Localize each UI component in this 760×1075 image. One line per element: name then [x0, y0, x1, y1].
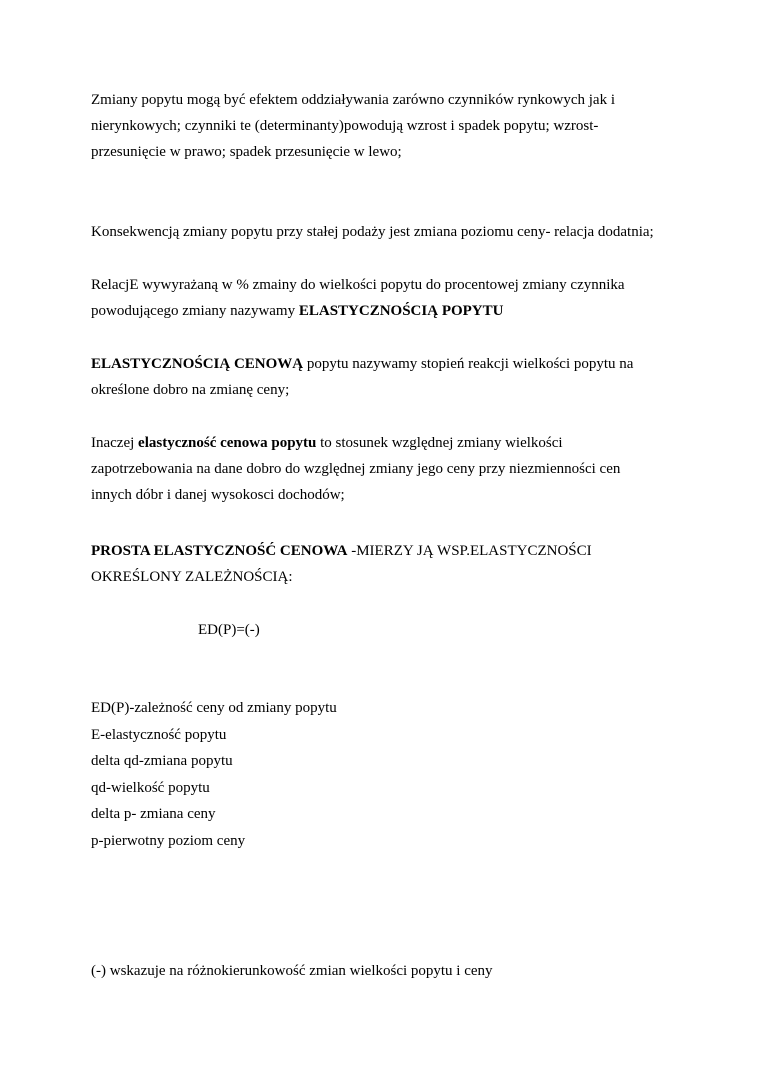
definition-item: p-pierwotny poziom ceny [91, 832, 246, 849]
bold-term: ELASTYCZNOŚCIĄ CENOWĄ [91, 356, 304, 372]
paragraph-elasticity-definition [91, 272, 691, 324]
text-line: innych dóbr i danej wysokosci dochodów; [91, 487, 345, 503]
text-line [91, 430, 691, 456]
text-line: przesunięcie w prawo; spadek przesunięcie w lewo; [91, 144, 402, 160]
paragraph-alternative-definition [91, 430, 691, 508]
elasticity-formula: ED(P)=(-) [198, 622, 260, 638]
paragraph-price-elasticity [91, 351, 691, 403]
text-line: nierynkowych; czynniki te (determinanty)powodują wzrost i spadek popytu; wzrost- [91, 118, 599, 134]
text-line: Konsekwencją zmiany popytu przy stałej podaży jest zmiana poziomu ceny- relacja dodatnia; [91, 224, 654, 240]
bold-term: PROSTA ELASTYCZNOŚĆ CENOWA [91, 543, 348, 559]
text-line: zapotrzebowania na dane dobro do względnej zmiany jego ceny przy niezmienności cen [91, 461, 621, 477]
definition-item: delta qd-zmiana popytu [91, 753, 233, 769]
text-line [91, 298, 691, 324]
definition-item: E-elastyczność popytu [91, 726, 227, 743]
text-line [91, 351, 691, 377]
text-line: określone dobro na zmianę ceny; [91, 382, 290, 398]
text-line: Zmiany popytu mogą być efektem oddziaływania zarówno czynników rynkowych jak i [91, 92, 616, 108]
paragraph-consequence [91, 219, 691, 245]
bold-term: elastyczność cenowa popytu [138, 435, 317, 451]
text-line: (-) wskazuje na różnokierunkowość zmian wielkości popytu i ceny [91, 963, 493, 979]
text-line: RelacjE wywyrażaną w % zmainy do wielkości popytu do procentowej zmiany czynnika [91, 277, 625, 293]
text-fragment: Inaczej [91, 435, 139, 451]
definition-item: qd-wielkość popytu [91, 779, 210, 796]
text-fragment: popytu nazywamy stopień reakcji wielkości popytu na [303, 356, 634, 372]
paragraph-simple-elasticity [91, 538, 691, 590]
footnote [91, 958, 691, 984]
text-line: OKREŚLONY ZALEŻNOŚCIĄ: [91, 569, 293, 585]
text-fragment: -MIERZY JĄ WSP.ELASTYCZNOŚCI [347, 543, 592, 559]
definition-item: delta p- zmiana ceny [91, 806, 216, 822]
text-fragment: to stosunek względnej zmiany wielkości [316, 435, 563, 451]
text-line [91, 538, 691, 564]
text-fragment: powodującego zmiany nazywamy [91, 303, 299, 319]
definition-item: ED(P)-zależność ceny od zmiany popytu [91, 700, 337, 716]
paragraph-demand-changes [91, 87, 691, 165]
definitions-list [91, 695, 337, 854]
bold-term: ELASTYCZNOŚCIĄ POPYTU [298, 303, 504, 319]
